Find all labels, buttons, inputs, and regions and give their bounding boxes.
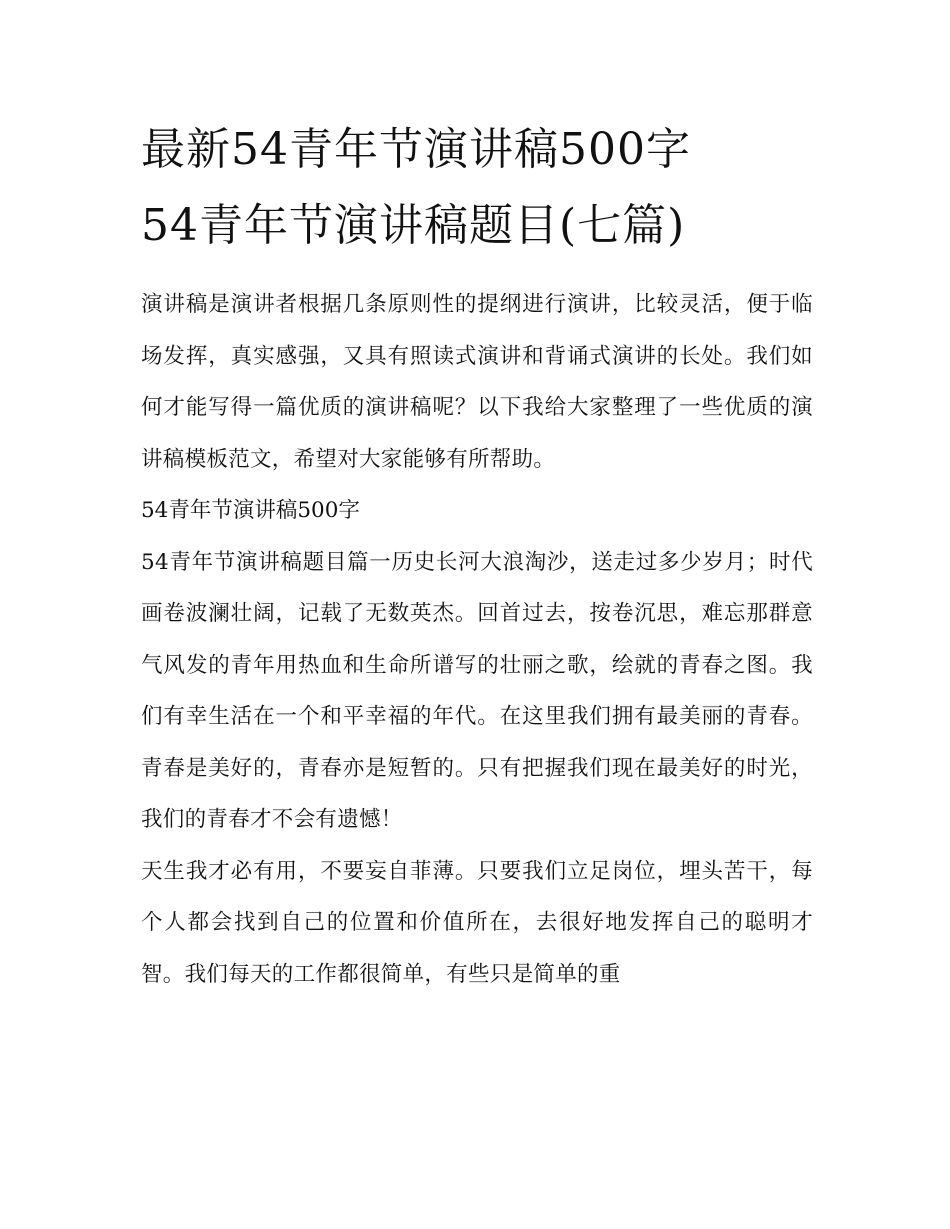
title-line-2: 54青年节演讲稿题目(七篇) — [141, 200, 686, 251]
title-line-1: 最新54青年节演讲稿500字 — [141, 124, 691, 175]
intro-paragraph: 演讲稿是演讲者根据几条原则性的提纲进行演讲，比较灵活，便于临场发挥，真实感强，又具有照读式演讲和背诵式演讲的长处。我们如何才能写得一篇优质的演讲稿呢？以下我给大家整理了一些优质的演讲稿模板范文，希望对大家能够有所帮助。 — [141, 292, 813, 472]
document-title — [141, 112, 813, 264]
section-subheading: 54青年节演讲稿500字 — [141, 498, 360, 523]
body-paragraph-1: 54青年节演讲稿题目篇一历史长河大浪淘沙，送走过多少岁月；时代画卷波澜壮阔，记载了无数英杰。回首过去，按卷沉思，难忘那群意气风发的青年用热血和生命所谱写的壮丽之歌，绘就的青春之图。我们有幸生活在一个和平幸福的年代。在这里我们拥有最美丽的青春。青春是美好的，青春亦是短暂的。只有把握我们现在最美好的时光，我们的青春才不会有遗憾！ — [141, 549, 813, 832]
body-paragraph-2: 天生我才必有用，不要妄自菲薄。只要我们立足岗位，埋头苦干，每个人都会找到自己的位置和价值所在，去很好地发挥自己的聪明才智。我们每天的工作都很简单，有些只是简单的重 — [141, 858, 813, 987]
document-page — [141, 112, 813, 1000]
